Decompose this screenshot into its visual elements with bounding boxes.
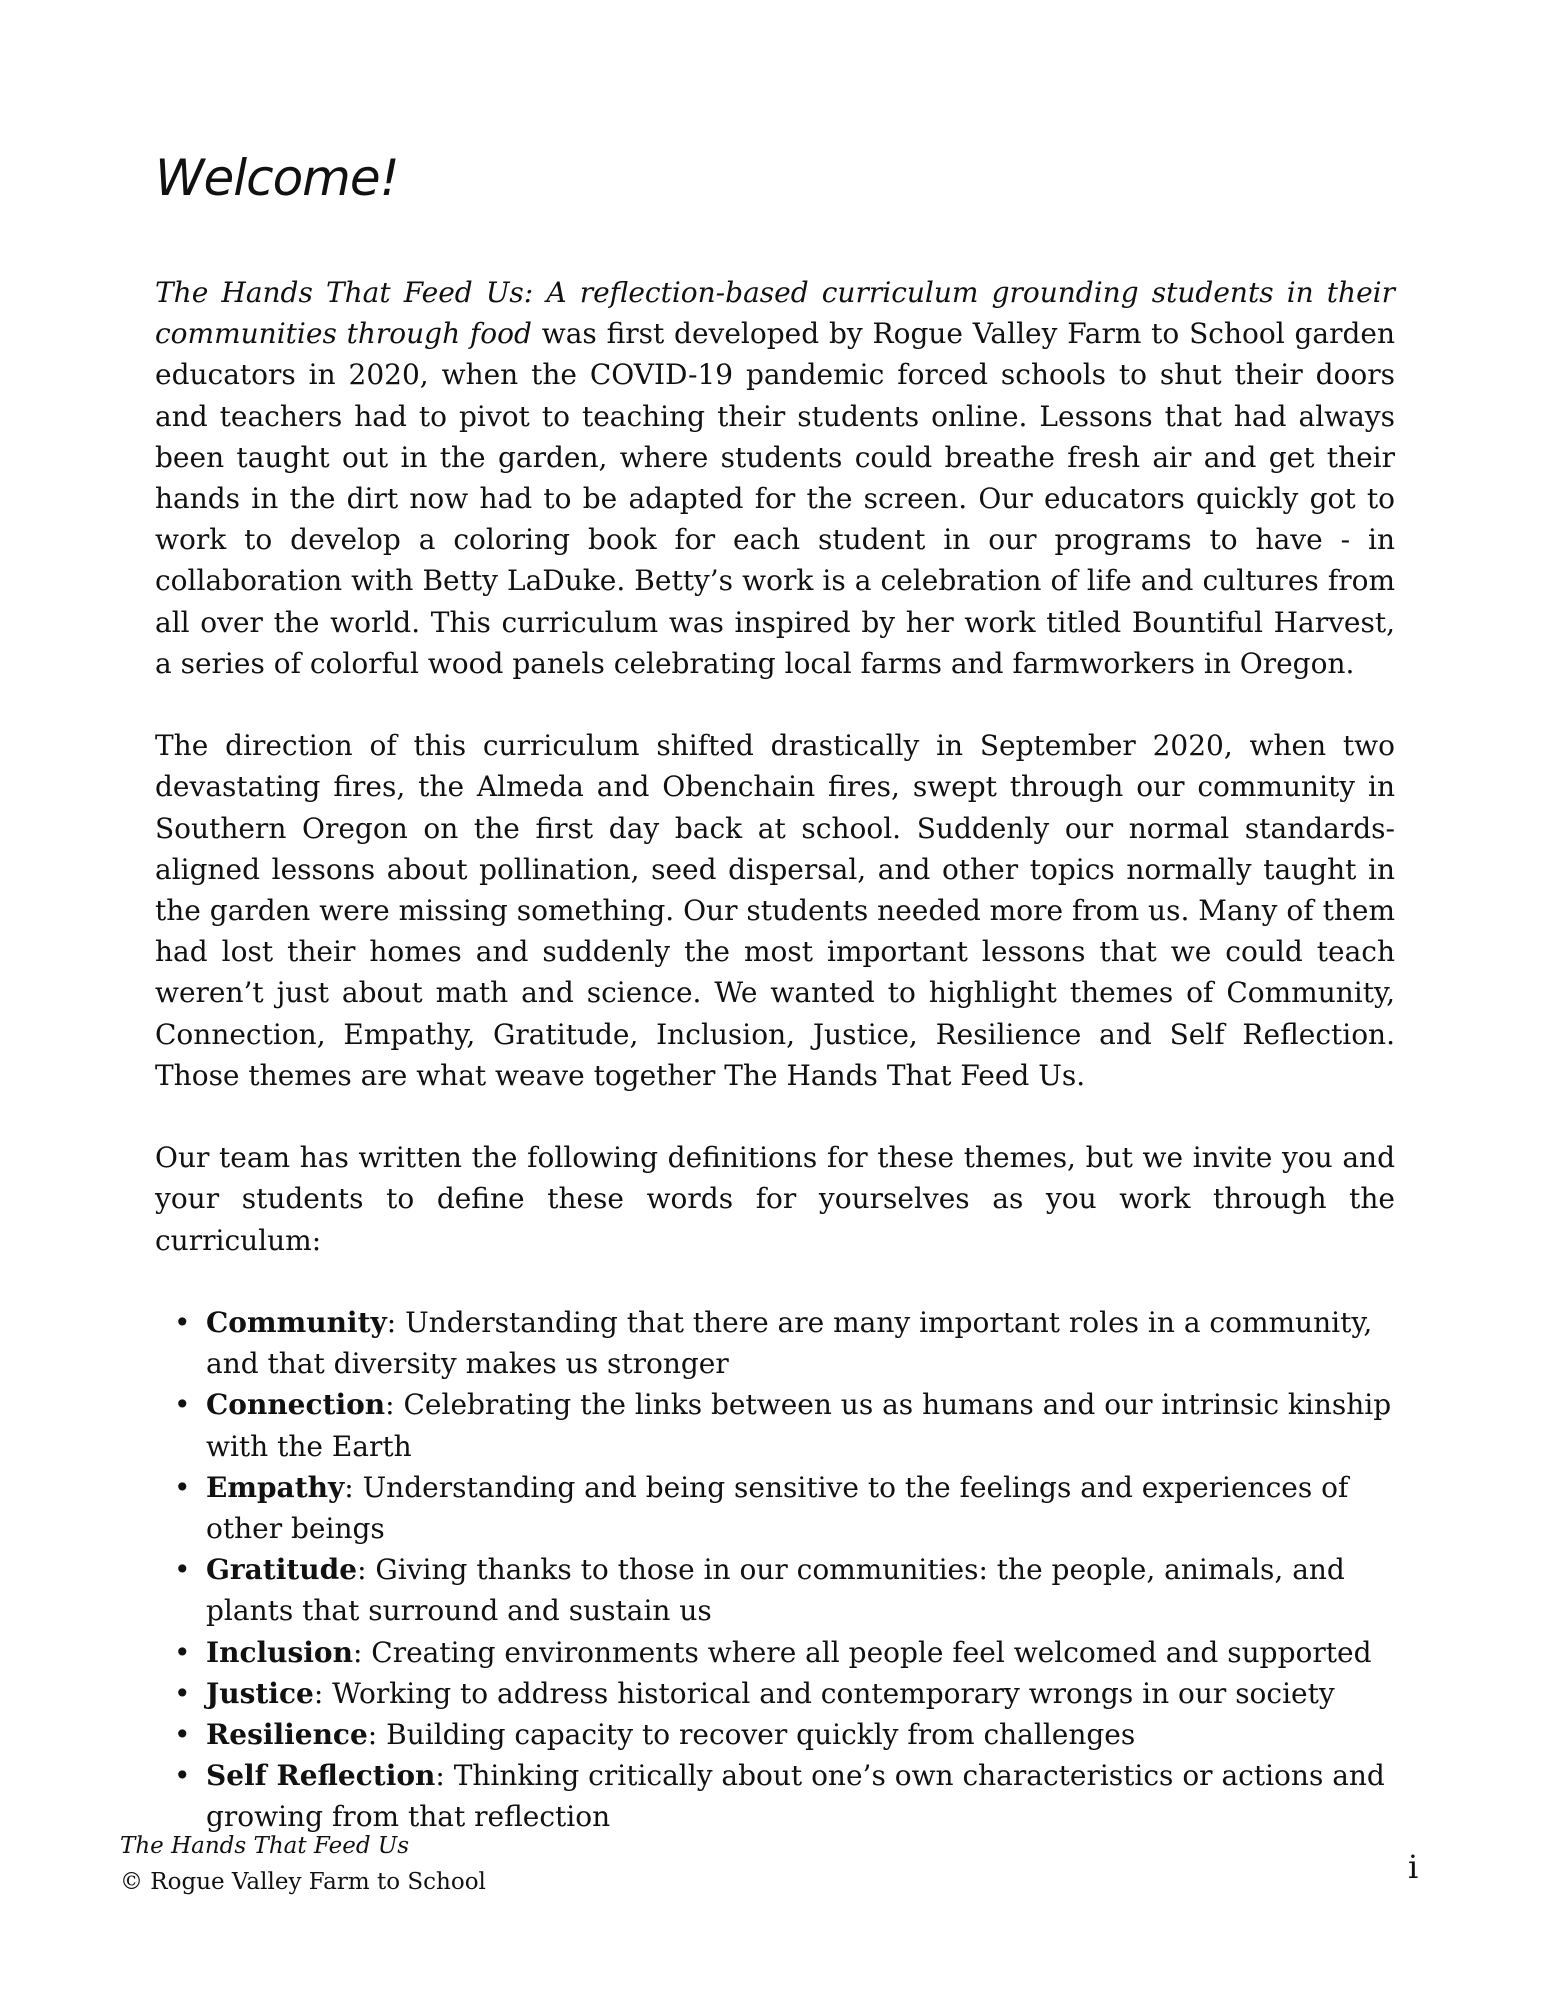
list-item	[174, 1755, 1395, 1837]
definitions-intro-paragraph: Our team has written the following definitions for these themes, but we invite you and your students to define these words for yourselves as you work through the curriculum:	[155, 1141, 1395, 1257]
list-item	[174, 1384, 1395, 1466]
bullet-icon: •	[174, 1388, 191, 1422]
theme-term: Inclusion	[206, 1635, 353, 1669]
theme-term: Justice	[206, 1676, 314, 1710]
list-item	[174, 1467, 1395, 1549]
theme-definition: : Thinking critically about one’s own characteristics or actions and growing from that reflection	[206, 1759, 1385, 1834]
body-text	[155, 272, 1395, 1838]
list-item	[174, 1549, 1395, 1631]
theme-definition: : Building capacity to recover quickly from challenges	[367, 1718, 1136, 1752]
bullet-icon: •	[174, 1553, 191, 1587]
theme-term: Self Reflection	[206, 1759, 436, 1793]
list-item	[174, 1673, 1395, 1714]
page-number: i	[1408, 1848, 1419, 1886]
theme-definition: : Creating environments where all people feel welcomed and supported	[352, 1635, 1372, 1669]
list-item	[174, 1302, 1395, 1384]
theme-term: Empathy	[206, 1470, 345, 1504]
footer-copyright: © Rogue Valley Farm to School	[120, 1869, 486, 1895]
bullet-icon: •	[174, 1676, 191, 1710]
page-footer	[120, 1828, 486, 1900]
bullet-icon: •	[174, 1759, 191, 1793]
theme-definition: : Understanding and being sensitive to the feelings and experiences of other beings	[206, 1470, 1349, 1546]
theme-term: Gratitude	[206, 1553, 358, 1587]
theme-definition: : Giving thanks to those in our communities: the people, animals, and plants that surround and sustain us	[206, 1553, 1345, 1628]
intro-paragraph	[155, 272, 1395, 684]
bullet-icon: •	[174, 1306, 191, 1340]
intro-text: was first developed by Rogue Valley Farm to School garden educators in 2020, when the COVID-19 pandemic forced schools to shut their doors and teachers had to pivot to teaching their students online. Lessons that had always been taught out in the garden, where students could breathe fresh air and get their hands in the dirt now had to be adapted for the screen. Our educators quickly got to work to develop a coloring book for each student in our programs to have - in collaboration with Betty LaDuke. Betty’s work is a celebration of life and cultures from all over the world. This curriculum was inspired by her work titled Bountiful Harvest, a series of colorful wood panels celebrating local farms and farmworkers in Oregon.	[155, 317, 1395, 680]
list-item	[174, 1632, 1395, 1673]
theme-term: Resilience	[206, 1718, 368, 1752]
bullet-icon: •	[174, 1635, 191, 1669]
theme-term: Connection	[206, 1388, 386, 1422]
curriculum-title: The Hands That Feed Us: A reflection-based curriculum grounding students in their communities through food	[155, 276, 1395, 351]
bullet-icon: •	[174, 1470, 191, 1504]
footer-title: The Hands That Feed Us	[120, 1833, 410, 1859]
theme-definition: : Working to address historical and contemporary wrongs in our society	[313, 1676, 1335, 1710]
page-title: Welcome!	[155, 149, 399, 207]
list-item	[174, 1714, 1395, 1755]
theme-term: Community	[206, 1306, 387, 1340]
direction-paragraph: The direction of this curriculum shifted drastically in September 2020, when two devastating fires, the Almeda and Obenchain fires, swept through our community in Southern Oregon on the first day back at school. Suddenly our normal standards-aligned lessons about pollination, seed dispersal, and other topics normally taught in the garden were missing something. Our students needed more from us. Many of them had lost their homes and suddenly the most important lessons that we could teach weren’t just about math and science. We wanted to highlight themes of Community, Connection, Empathy, Gratitude, Inclusion, Justice, Resilience and Self Reflection. Those themes are what weave together The Hands That Feed Us.	[155, 729, 1395, 1092]
theme-definition: : Understanding that there are many important roles in a community, and that diversity makes us stronger	[206, 1306, 1373, 1381]
theme-definition: : Celebrating the links between us as humans and our intrinsic kinship with the Earth	[206, 1388, 1392, 1463]
bullet-icon: •	[174, 1718, 191, 1752]
themes-list	[155, 1302, 1395, 1838]
